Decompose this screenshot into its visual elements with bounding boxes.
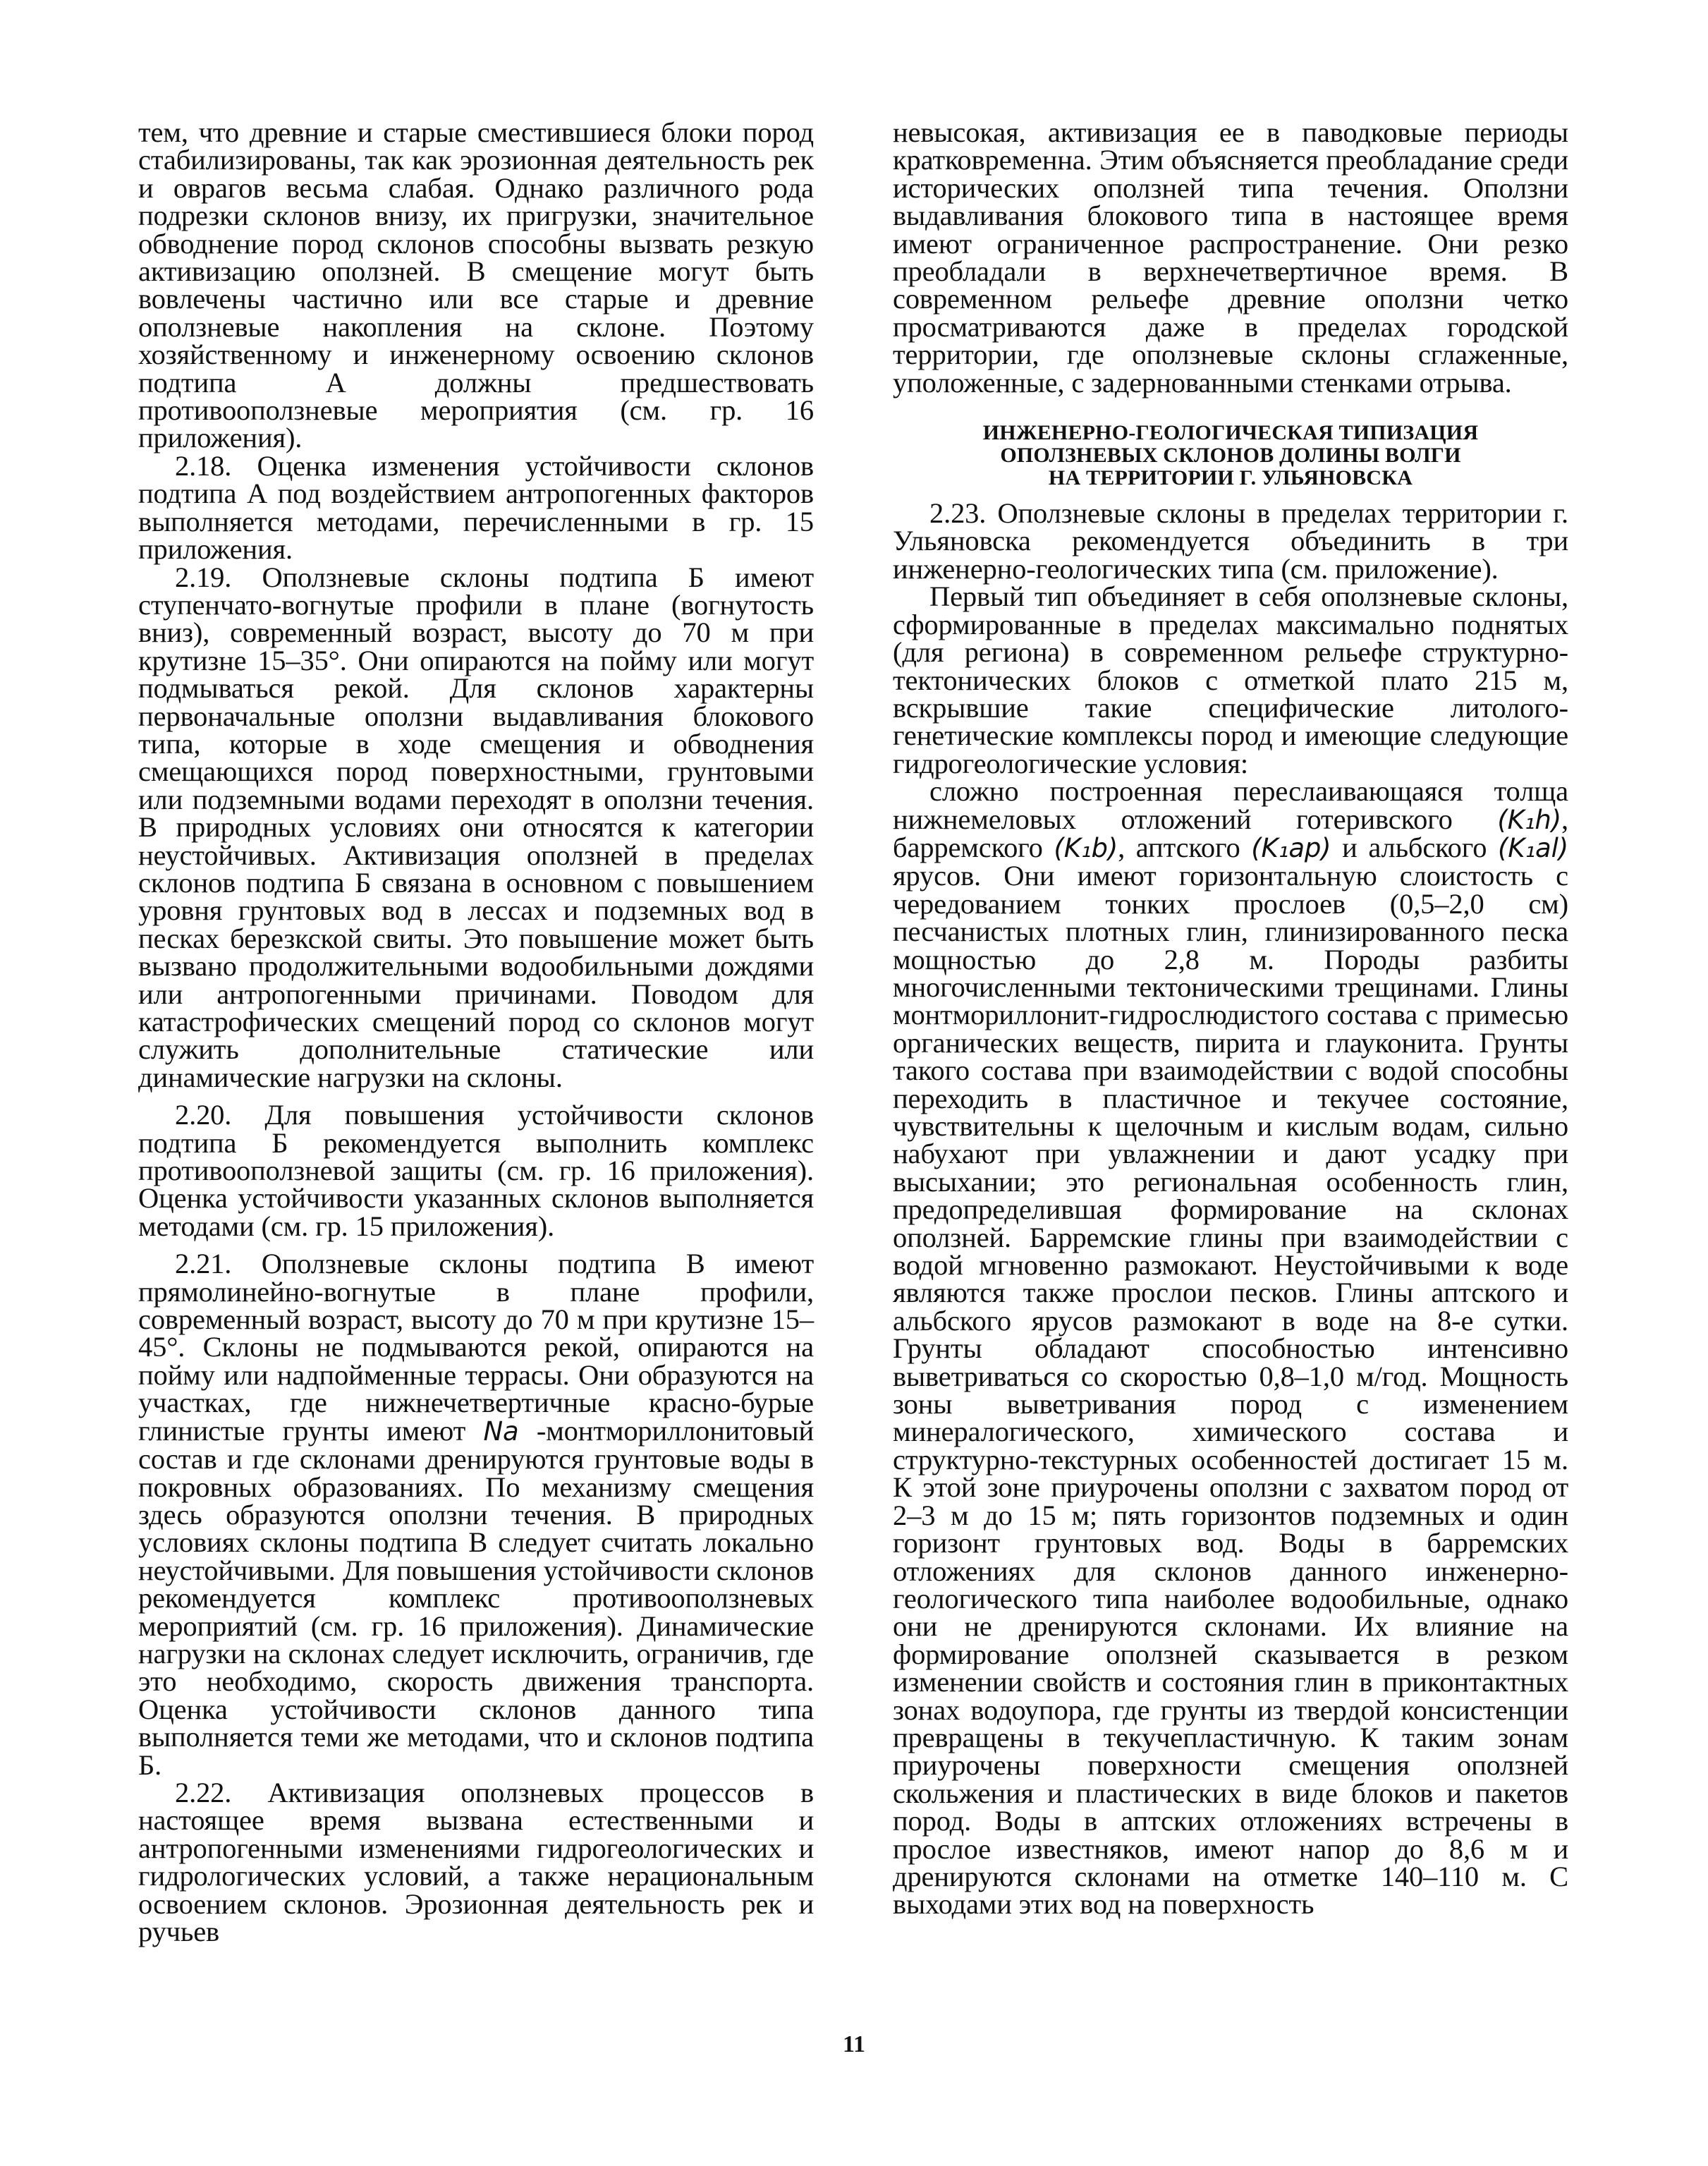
barremian-index: (K₁b) (1054, 832, 1118, 863)
heading-line-2: ОПОЛЗНЕВЫХ СКЛОНОВ ДОЛИНЫ ВОЛГИ (1000, 444, 1461, 468)
lithology-text-3: , аптского (1118, 831, 1252, 863)
paragraph-lithology (893, 775, 1568, 1921)
lithology-text-5: ярусов. Они имеют горизонтальную слоистость с чередованием тонких прослоев (0,5–2,0 см) песчанистых плотных глин, глинизированного песка мощностью до 2,8 м. Породы разбиты многочисленными тектоническими трещинами. Глины монтмориллонит-гидрослюдистого состава с примесью органических веществ, пирита и глауконита. Грунты такого состава при взаимодействии с водой способны переходить в пластичное и текучее состояние, чувствительны к щелочным и кислым водам, сильно набухают при увлажнении и дают усадку при высыхании; это региональная особенность глин, предопределившая формирование на склонах оползней. Барремские глины при взаимодействии с водой мгновенно размокают. Неустойчивыми к воде являются также прослои песков. Глины аптского и альбского ярусов размокают в воде на 8-е сутки. Грунты обладают способностью интенсивно выветриваться со скоростью 0,8–1,0 м/год. Мощность зоны выветривания пород с изменением минералогического, химического состава и структурно-текстурных особенностей достигает 15 м. К этой зоне приурочены оползни с захватом пород от 2–3 м до 15 м; пять горизонтов подземных и один горизонт грунтовых вод. Воды в барремских отложениях для склонов данного инженерно-геологического типа наиболее водообильные, однако они не дренируются склонами. Их влияние на формирование оползней сказывается в резком изменении свойств и состояния глин в приконтактных зонах водоупора, где грунты из твердой консистенции превращены в текучепластичную. К таким зонам приурочены поверхности смещения оползней скольжения и пластических в виде блоков и пакетов пород. Воды в аптских отложениях встречены в прослое известняков, имеют напор до 8,6 м и дренируются склонами на отметке 140–110 м. С выходами этих вод на поверхность (893, 860, 1568, 1921)
paragraph-2-22: 2.22. Активизация оползневых процессов в настоящее время вызвана естественными и антропогенными изменениями гидрогеологических и гидрологических условий, а также нерациональным освоением склонов. Эрозионная деятельность рек и ручьев (138, 1776, 814, 1947)
heading-line-1: ИНЖЕНЕРНО-ГЕОЛОГИЧЕСКАЯ ТИПИЗАЦИЯ (982, 421, 1479, 445)
paragraph-2-21-end: -монтмориллонитовый состав и где склонами дренируются грунтовые воды в покровных образованиях. По механизму смещения здесь образуются оползни течения. В природных условиях склоны подтипа В следует считать локально неустойчивыми. Для повышения устойчивости склонов рекомендуется комплекс противооползневых мероприятий (см. гр. 16 приложения). Динамические нагрузки на склонах следует исключить, ограничив, где это необходимо, скорость движения транспорта. Оценка устойчивости склонов данного типа выполняется теми же методами, что и склонов подтипа Б. (138, 1414, 815, 1781)
paragraph-first-type: Первый тип объединяет в себя оползневые склоны, сформированные в пределах максимально поднятых (для региона) в современном рельефе структурно-тектонических блоков с отметкой плато 215 м, вскрывшие такие специфические литолого-генетические комплексы пород и имеющие следующие гидрогеологические условия: (893, 580, 1568, 779)
hauterivian-index: (K₁h) (1497, 804, 1562, 835)
lithology-text-1: сложно построенная переслаивающаяся толща нижнемеловых отложений готеривского (893, 775, 1568, 835)
paragraph-continuation: тем, что древние и старые сместившиеся блоки пород стабилизированы, так как эрозионная деятельность рек и оврагов весьма слабая. Однако различного рода подрезки склонов внизу, их пригрузки, значительное обводнение пород склонов способны вызвать резкую активизацию оползней. В смещение могут быть вовлечены частично или все старые и древние оползневые накопления на склоне. Поэтому хозяйственному и инженерному освоению склонов подтипа А должны предшествовать противооползневые мероприятия (см. гр. 16 приложения). (138, 116, 814, 454)
left-column (138, 118, 814, 1945)
paragraph-continuation-right: невысокая, активизация ее в паводковые периоды кратковременна. Этим объясняется преобладание среди исторических оползней типа течения. Оползни выдавливания блокового типа в настоящее время имеют ограниченное распространение. Они резко преобладали в верхнечетвертичное время. В современном рельефе древние оползни четко просматриваются даже в пределах городской территории, где оползневые склоны сглаженные, уположенные, с задернованными стенками отрыва. (893, 116, 1568, 398)
lithology-text-4: и альбского (1331, 831, 1498, 863)
section-heading (893, 422, 1568, 489)
page-number: 11 (842, 2031, 866, 2057)
albian-index: (K₁al) (1497, 832, 1568, 863)
sodium-symbol: Na (483, 1416, 519, 1447)
paragraph-2-19: 2.19. Оползневые склоны подтипа Б имеют ступенчато-вогнутые профили в плане (вогнутость вниз), современный возраст, высоту до 70 м при крутизне 15–35°. Они опираются на пойму или могут подмываться рекой. Для склонов характерны первоначальные оползни выдавливания блокового типа, которые в ходе смещения и обводнения смещающихся пород поверхностными, грунтовыми или подземными водами переходят в оползни течения. В природных условиях они относятся к категории неустойчивых. Активизация оползней в пределах склонов подтипа Б связана в основном с повышением уровня грунтовых вод в лессах и подземных вод в песках березкской свиты. Это повышение может быть вызвано продолжительными водообильными дождями или антропогенными причинами. Поводом для катастрофических смещений пород со склонов могут служить дополнительные статические или динамические нагрузки на склоны. (138, 561, 814, 1093)
lithology-text-2: , барремского (893, 803, 1568, 863)
paragraph-2-18: 2.18. Оценка изменения устойчивости склонов подтипа А под воздействием антропогенных факторов выполняется методами, перечисленными в гр. 15 приложения. (138, 449, 814, 566)
paragraph-2-23: 2.23. Оползневые склоны в пределах территории г. Ульяновска рекомендуется объединить в три инженерно-геологических типа (см. приложение). (893, 497, 1568, 585)
paragraph-2-20: 2.20. Для повышения устойчивости склонов подтипа Б рекомендуется выполнить комплекс противооползневой защиты (см. гр. 16 приложения). Оценка устойчивости указанных склонов выполняется методами (см. гр. 15 приложения). (138, 1099, 814, 1242)
aptian-index: (K₁ap) (1251, 832, 1331, 863)
right-column (893, 116, 1568, 1921)
paragraph-2-21-start: 2.21. Оползневые склоны подтипа В имеют прямолинейно-вогнутые в плане профили, современный возраст, высоту до 70 м при крутизне 15–45°. Склоны не подмываются рекой, опираются на пойму или надпойменные террасы. Они образуются на участках, где нижнечетвертичные красно-бурые глинистые грунты имеют (138, 1248, 814, 1447)
heading-line-3: НА ТЕРРИТОРИИ Г. УЛЬЯНОВСКА (1048, 466, 1413, 490)
paragraph-2-21 (138, 1250, 814, 1779)
